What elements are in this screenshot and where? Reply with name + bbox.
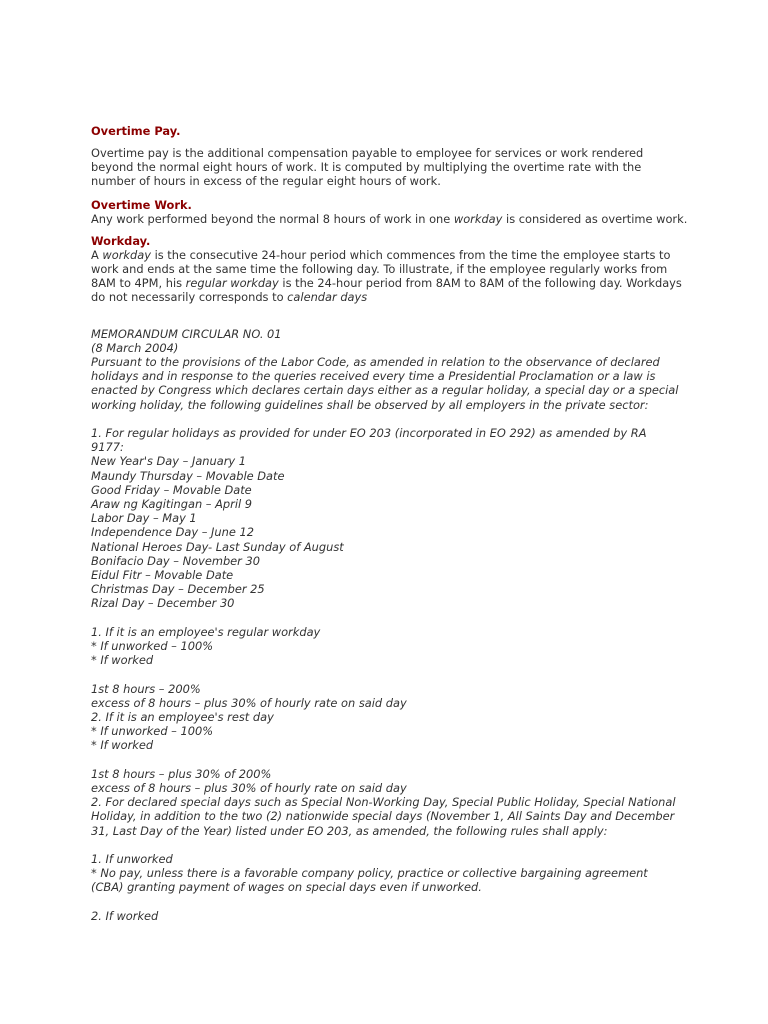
memorandum-circular — [91, 327, 688, 923]
memo-title: MEMORANDUM CIRCULAR NO. 01 — [91, 326, 282, 341]
text-line: 2. If worked — [91, 908, 159, 923]
spacer — [91, 895, 688, 909]
text-line: * If worked — [91, 738, 154, 753]
section-overtime-work — [91, 198, 688, 226]
workday-heading: Workday. — [91, 233, 151, 248]
workday-text-2: is the consecutive 24-hour period which commences from the time the employee starts to work and ends at the same time the following day. To illustrate, if the employee regularly works from 8AM to 4PM, his — [91, 247, 671, 291]
text-line: Maundy Thursday – Movable Date — [91, 468, 285, 483]
text-line: Independence Day – June 12 — [91, 525, 254, 540]
spacer — [91, 667, 688, 681]
text-line: enacted by Congress which declares certain days either as a regular holiday, a special day or a special — [91, 383, 679, 398]
text-line: * No pay, unless there is a favorable company policy, practice or collective bargaining agreement — [91, 866, 648, 881]
workday-body — [91, 248, 688, 305]
overtime-work-text-2: is considered as overtime work. — [502, 211, 688, 226]
overtime-work-em: workday — [453, 211, 503, 226]
spacer — [91, 611, 688, 625]
text-line: Rizal Day – December 30 — [91, 596, 235, 611]
text-line: excess of 8 hours – plus 30% of hourly rate on said day — [91, 781, 407, 796]
overtime-work-body — [91, 212, 688, 226]
workday-em-1: workday — [102, 247, 151, 262]
text-line: Labor Day – May 1 — [91, 511, 197, 526]
spacer — [91, 838, 688, 852]
section-overtime-pay — [91, 124, 688, 189]
text-line: 1. For regular holidays as provided for under EO 203 (incorporated in EO 292) as amended by RA — [91, 426, 647, 441]
section-workday — [91, 234, 688, 305]
overtime-work-text-1: Any work performed beyond the normal 8 hours of work in one — [91, 211, 454, 226]
text-line: * If worked — [91, 653, 154, 668]
workday-text-1: A — [91, 247, 103, 262]
memo-date: (8 March 2004) — [91, 340, 179, 355]
regular-workday-rules — [91, 625, 688, 668]
text-line: Pursuant to the provisions of the Labor Code, as amended in relation to the observance of declared — [91, 355, 660, 370]
text-line: excess of 8 hours – plus 30% of hourly rate on said day — [91, 695, 407, 710]
worked-rules — [91, 909, 688, 923]
text-line: 1st 8 hours – 200% — [91, 681, 201, 696]
workday-em-2: regular workday — [185, 276, 279, 291]
text-line: Bonifacio Day – November 30 — [91, 553, 260, 568]
overtime-pay-heading: Overtime Pay. — [91, 124, 181, 138]
text-line: 31, Last Day of the Year) listed under EO 203, as amended, the following rules shall apply: — [91, 823, 608, 838]
text-line: 2. For declared special days such as Special Non-Working Day, Special Public Holiday, Special National — [91, 795, 676, 810]
spacer — [91, 753, 688, 767]
text-line: Holiday, in addition to the two (2) nationwide special days (November 1, All Saints Day and December — [91, 809, 675, 824]
text-line: National Heroes Day- Last Sunday of August — [91, 539, 344, 554]
overtime-work-heading: Overtime Work. — [91, 197, 192, 212]
text-line: (CBA) granting payment of wages on special days even if unworked. — [91, 880, 482, 895]
workday-text-3: is the 24-hour period from 8AM to 8AM of the following day. Workdays do not necessarily corresponds to — [91, 276, 682, 305]
text-line: * If unworked – 100% — [91, 724, 214, 739]
spacer — [91, 412, 688, 426]
text-line: working holiday, the following guidelines shall be observed by all employers in the private sector: — [91, 397, 649, 412]
unworked-rules — [91, 852, 688, 895]
text-line: 9177: — [91, 440, 124, 455]
text-line: 1. If unworked — [91, 852, 173, 867]
text-line: Araw ng Kagitingan – April 9 — [91, 497, 253, 512]
text-line: Eidul Fitr – Movable Date — [91, 568, 234, 583]
overtime-pay-body: Overtime pay is the additional compensation payable to employee for services or work rendered beyond the normal eight hours of work. It is computed by multiplying the overtime rate with the number of hours in excess of the regular eight hours of work. — [91, 146, 644, 189]
text-line: 1. If it is an employee's regular workday — [91, 624, 321, 639]
regular-holidays-heading — [91, 426, 688, 454]
rest-day-rules — [91, 682, 688, 753]
text-line: New Year's Day – January 1 — [91, 454, 247, 469]
workday-em-3: calendar days — [287, 290, 368, 305]
memo-intro — [91, 355, 688, 412]
text-line: 1st 8 hours – plus 30% of 200% — [91, 766, 272, 781]
holiday-list — [91, 454, 688, 610]
text-line: holidays and in response to the queries received every time a Presidential Proclamation or a law is — [91, 369, 656, 384]
text-line: 2. If it is an employee's rest day — [91, 710, 274, 725]
text-line: Good Friday – Movable Date — [91, 482, 252, 497]
text-line: Christmas Day – December 25 — [91, 582, 265, 597]
special-days-rules — [91, 767, 688, 838]
text-line: * If unworked – 100% — [91, 639, 214, 654]
